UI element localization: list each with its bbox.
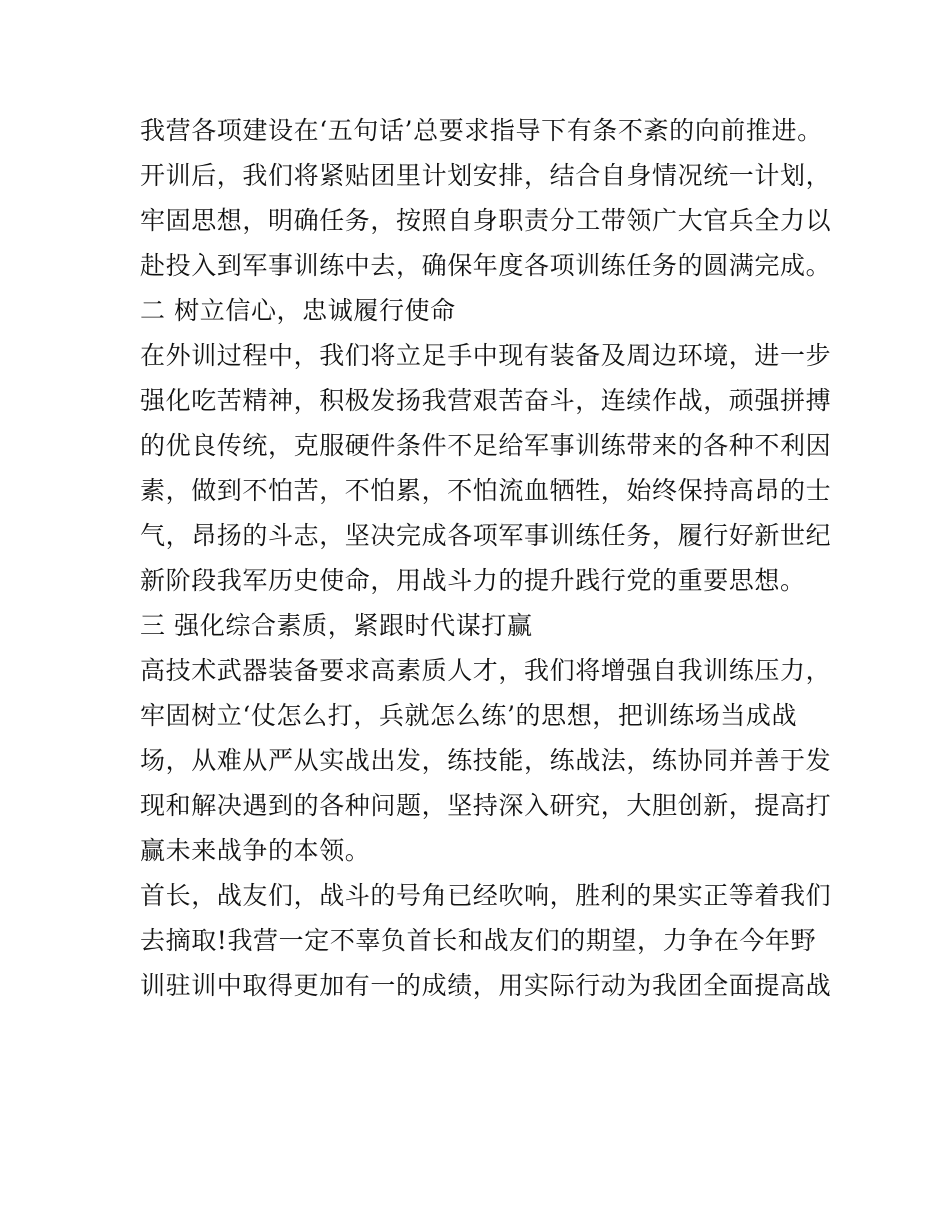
body-text-line: 训驻训中取得更加有一的成绩，用实际行动为我团全面提高战 [140,971,832,1000]
body-text-line: 首长，战友们，战斗的号角已经吹响，胜利的果实正等着我们 [140,881,832,910]
body-text-line: 场，从难从严从实战出发，练技能，练战法，练协同并善于发 [140,746,832,775]
body-text-line: 牢固思想，明确任务，按照自身职责分工带领广大官兵全力以 [140,206,832,235]
body-text-line: 现和解决遇到的各种问题，坚持深入研究，大胆创新，提高打 [140,791,832,820]
document-body [140,108,830,1008]
body-text-line: 我营各项建设在‘五句话’总要求指导下有条不紊的向前推进。 [140,116,823,145]
body-text-line: 气，昂扬的斗志，坚决完成各项军事训练任务，履行好新世纪 [140,521,832,550]
body-text-line: 牢固树立‘仗怎么打，兵就怎么练’的思想，把训练场当成战 [140,701,798,730]
body-text-line: 开训后，我们将紧贴团里计划安排，结合自身情况统一计划， [140,161,832,190]
body-text-line: 去摘取!我营一定不辜负首长和战友们的期望，力争在今年野 [140,926,817,955]
body-text-line: 赢未来战争的本领。 [140,836,371,865]
body-text-line: 素，做到不怕苦，不怕累，不怕流血牺牲，始终保持高昂的士 [140,476,832,505]
body-text-line: 强化吃苦精神，积极发扬我营艰苦奋斗，连续作战，顽强拼搏 [140,386,832,415]
body-text-line: 在外训过程中，我们将立足手中现有装备及周边环境，进一步 [140,341,832,370]
body-text-line: 赴投入到军事训练中去，确保年度各项训练任务的圆满完成。 [140,251,832,280]
body-text-line: 新阶段我军历史使命，用战斗力的提升践行党的重要思想。 [140,566,806,595]
body-text-line: 的优良传统，克服硬件条件不足给军事训练带来的各种不利因 [140,431,832,460]
section-heading: 三 强化综合素质，紧跟时代谋打赢 [140,611,533,640]
section-heading: 二 树立信心，忠诚履行使命 [140,296,456,325]
body-text-line: 高技术武器装备要求高素质人才，我们将增强自我训练压力， [140,656,832,685]
